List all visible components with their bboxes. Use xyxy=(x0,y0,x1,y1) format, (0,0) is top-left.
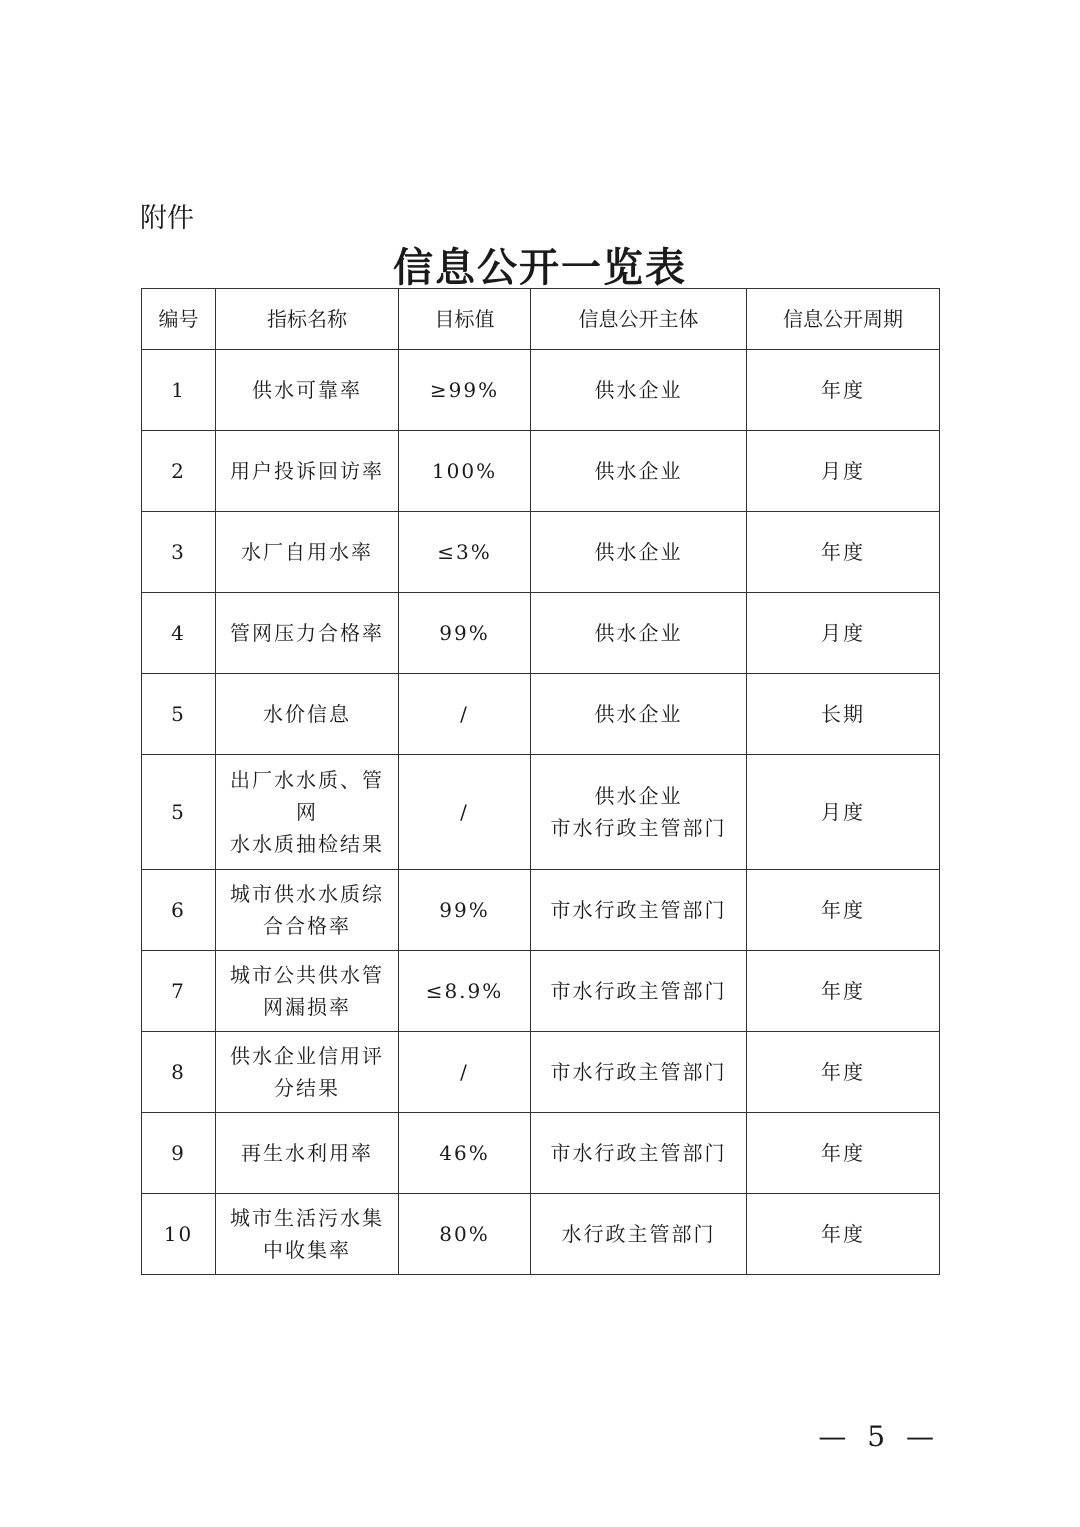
cell-target-value: ≤8.9% xyxy=(399,951,531,1032)
cell-disclosure-period: 年度 xyxy=(747,350,940,431)
cell-number: 5 xyxy=(142,674,216,755)
cell-indicator-name: 水价信息 xyxy=(216,674,399,755)
cell-disclosure-subject: 供水企业 市水行政主管部门 xyxy=(531,755,747,870)
cell-target-value: 99% xyxy=(399,593,531,674)
cell-number: 9 xyxy=(142,1113,216,1194)
table-row xyxy=(142,1194,940,1275)
table-row xyxy=(142,593,940,674)
cell-indicator-name: 城市生活污水集 中收集率 xyxy=(216,1194,399,1275)
cell-disclosure-period: 年度 xyxy=(747,512,940,593)
cell-target-value: 80% xyxy=(399,1194,531,1275)
table-row xyxy=(142,951,940,1032)
cell-number: 2 xyxy=(142,431,216,512)
cell-disclosure-period: 年度 xyxy=(747,1113,940,1194)
page-number: — 5 — xyxy=(818,1420,940,1453)
cell-indicator-name: 再生水利用率 xyxy=(216,1113,399,1194)
header-indicator-name: 指标名称 xyxy=(216,289,399,350)
attachment-label: 附件 xyxy=(140,203,194,234)
cell-target-value: 46% xyxy=(399,1113,531,1194)
cell-indicator-name: 管网压力合格率 xyxy=(216,593,399,674)
cell-indicator-name: 城市公共供水管 网漏损率 xyxy=(216,951,399,1032)
cell-number: 10 xyxy=(142,1194,216,1275)
header-number: 编号 xyxy=(142,289,216,350)
cell-number: 5 xyxy=(142,755,216,870)
cell-indicator-name: 城市供水水质综 合合格率 xyxy=(216,870,399,951)
cell-indicator-name: 用户投诉回访率 xyxy=(216,431,399,512)
cell-disclosure-subject: 供水企业 xyxy=(531,431,747,512)
cell-disclosure-period: 年度 xyxy=(747,1032,940,1113)
cell-indicator-name: 水厂自用水率 xyxy=(216,512,399,593)
cell-target-value: 100% xyxy=(399,431,531,512)
header-target-value: 目标值 xyxy=(399,289,531,350)
cell-disclosure-period: 月度 xyxy=(747,593,940,674)
cell-disclosure-subject: 水行政主管部门 xyxy=(531,1194,747,1275)
cell-disclosure-subject: 供水企业 xyxy=(531,350,747,431)
cell-number: 7 xyxy=(142,951,216,1032)
table-row xyxy=(142,431,940,512)
cell-target-value: / xyxy=(399,1032,531,1113)
cell-number: 3 xyxy=(142,512,216,593)
table-row xyxy=(142,512,940,593)
page-title: 信息公开一览表 xyxy=(393,244,687,291)
cell-disclosure-subject: 市水行政主管部门 xyxy=(531,951,747,1032)
table-row xyxy=(142,350,940,431)
table-row xyxy=(142,1032,940,1113)
cell-disclosure-subject: 市水行政主管部门 xyxy=(531,1113,747,1194)
cell-indicator-name: 供水企业信用评 分结果 xyxy=(216,1032,399,1113)
cell-disclosure-period: 年度 xyxy=(747,951,940,1032)
table-row xyxy=(142,1113,940,1194)
table-header-row xyxy=(142,289,940,350)
info-table xyxy=(141,288,940,1275)
cell-disclosure-period: 月度 xyxy=(747,431,940,512)
cell-number: 1 xyxy=(142,350,216,431)
cell-target-value: ≥99% xyxy=(399,350,531,431)
cell-number: 6 xyxy=(142,870,216,951)
table-row xyxy=(142,674,940,755)
cell-disclosure-subject: 供水企业 xyxy=(531,512,747,593)
header-disclosure-subject: 信息公开主体 xyxy=(531,289,747,350)
cell-target-value: 99% xyxy=(399,870,531,951)
header-disclosure-period: 信息公开周期 xyxy=(747,289,940,350)
cell-disclosure-subject: 市水行政主管部门 xyxy=(531,1032,747,1113)
cell-disclosure-subject: 供水企业 xyxy=(531,674,747,755)
cell-disclosure-subject: 市水行政主管部门 xyxy=(531,870,747,951)
cell-disclosure-period: 年度 xyxy=(747,1194,940,1275)
cell-disclosure-period: 月度 xyxy=(747,755,940,870)
cell-indicator-name: 出厂水水质、管网 水水质抽检结果 xyxy=(216,755,399,870)
cell-disclosure-subject: 供水企业 xyxy=(531,593,747,674)
cell-indicator-name: 供水可靠率 xyxy=(216,350,399,431)
cell-target-value: / xyxy=(399,674,531,755)
cell-disclosure-period: 长期 xyxy=(747,674,940,755)
cell-number: 4 xyxy=(142,593,216,674)
cell-target-value: ≤3% xyxy=(399,512,531,593)
table-row xyxy=(142,755,940,870)
cell-disclosure-period: 年度 xyxy=(747,870,940,951)
table-row xyxy=(142,870,940,951)
cell-target-value: / xyxy=(399,755,531,870)
cell-number: 8 xyxy=(142,1032,216,1113)
